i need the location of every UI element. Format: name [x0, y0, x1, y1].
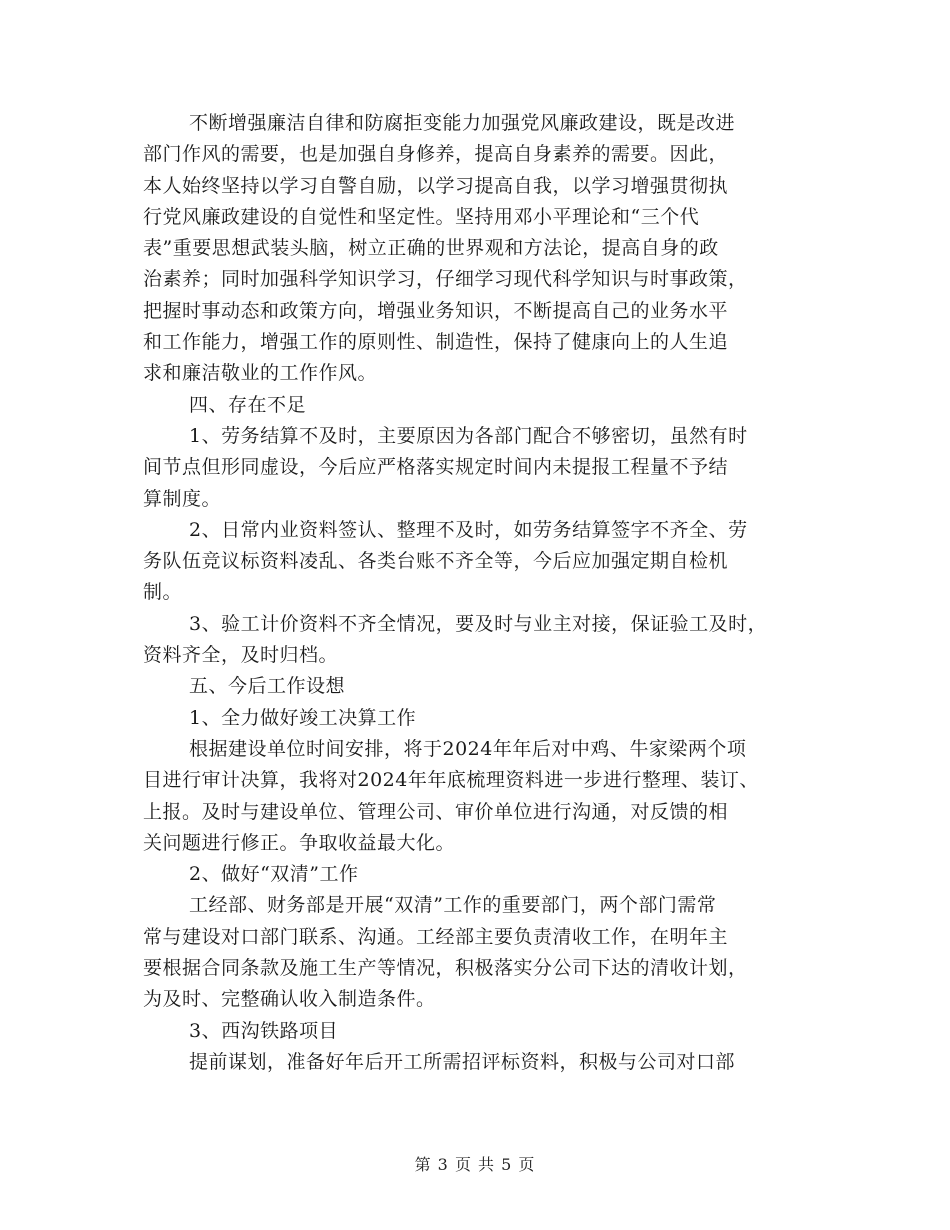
- text-line: 算制度。: [143, 487, 222, 510]
- section-heading: 四、存在不足: [189, 393, 307, 416]
- text-line: 上报。及时与建设单位、管理公司、审价单位进行沟通，对反馈的相: [143, 800, 729, 823]
- text-line: 表”重要思想武装头脑，树立正确的世界观和方法论，提高自身的政: [143, 237, 719, 260]
- text-line: 把握时事动态和政策方向，增强业务知识，不断提高自己的业务水平: [143, 299, 729, 322]
- subsection-heading: 1、全力做好竣工决算工作: [189, 706, 417, 729]
- text-line: 1、劳务结算不及时，主要原因为各部门配合不够密切，虽然有时: [189, 424, 748, 447]
- text-line: 部门作风的需要，也是加强自身修养，提高自身素养的需要。因此，: [143, 143, 729, 166]
- text-line: 工经部、财务部是开展“双清”工作的重要部门，两个部门需常: [189, 894, 717, 917]
- subsection-heading: 3、西沟铁路项目: [189, 1019, 339, 1042]
- text-line: 为及时、完整确认收入制造条件。: [143, 988, 436, 1011]
- text-line: 2、日常内业资料签认、整理不及时，如劳务结算签字不齐全、劳: [189, 518, 748, 541]
- text-line: 求和廉洁敬业的工作作风。: [143, 362, 378, 385]
- text-line: 行党风廉政建设的自觉性和坚定性。坚持用邓小平理论和“三个代: [143, 205, 700, 228]
- text-line: 务队伍竞议标资料凌乱、各类台账不齐全等，今后应加强定期自检机: [143, 550, 729, 573]
- text-line: 本人始终坚持以学习自警自励，以学习提高自我，以学习增强贯彻执: [143, 174, 729, 197]
- section-heading: 五、今后工作设想: [189, 675, 346, 698]
- document-body: [143, 108, 823, 1078]
- page-footer: 第 3 页 共 5 页: [414, 1155, 536, 1174]
- subsection-heading: 2、做好“双清”工作: [189, 863, 359, 886]
- text-line: 不断增强廉洁自律和防腐拒变能力加强党风廉政建设，既是改进: [189, 112, 736, 134]
- text-line: 提前谋划，准备好年后开工所需招评标资料，积极与公司对口部: [189, 1050, 736, 1073]
- text-line: 制。: [143, 581, 183, 604]
- text-line: 3、验工计价资料不齐全情况，要及时与业主对接，保证验工及时，: [189, 612, 768, 635]
- text-line: 目进行审计决算，我将对2024年年底梳理资料进一步进行整理、装订、: [143, 769, 759, 792]
- text-line: 和工作能力，增强工作的原则性、制造性，保持了健康向上的人生追: [143, 331, 729, 354]
- text-line: 治素养；同时加强科学知识学习，仔细学习现代科学知识与时事政策，: [143, 268, 748, 291]
- text-line: 根据建设单位时间安排，将于2024年年后对中鸡、牛家梁两个项: [189, 737, 747, 760]
- text-line: 常与建设对口部门联系、沟通。工经部主要负责清收工作，在明年主: [143, 925, 729, 948]
- text-line: 间节点但形同虚设，今后应严格落实规定时间内未提报工程量不予结: [143, 456, 729, 479]
- text-line: 资料齐全，及时归档。: [143, 644, 339, 667]
- text-line: 关问题进行修正。争取收益最大化。: [143, 831, 456, 854]
- text-line: 要根据合同条款及施工生产等情况，积极落实分公司下达的清收计划，: [143, 957, 748, 980]
